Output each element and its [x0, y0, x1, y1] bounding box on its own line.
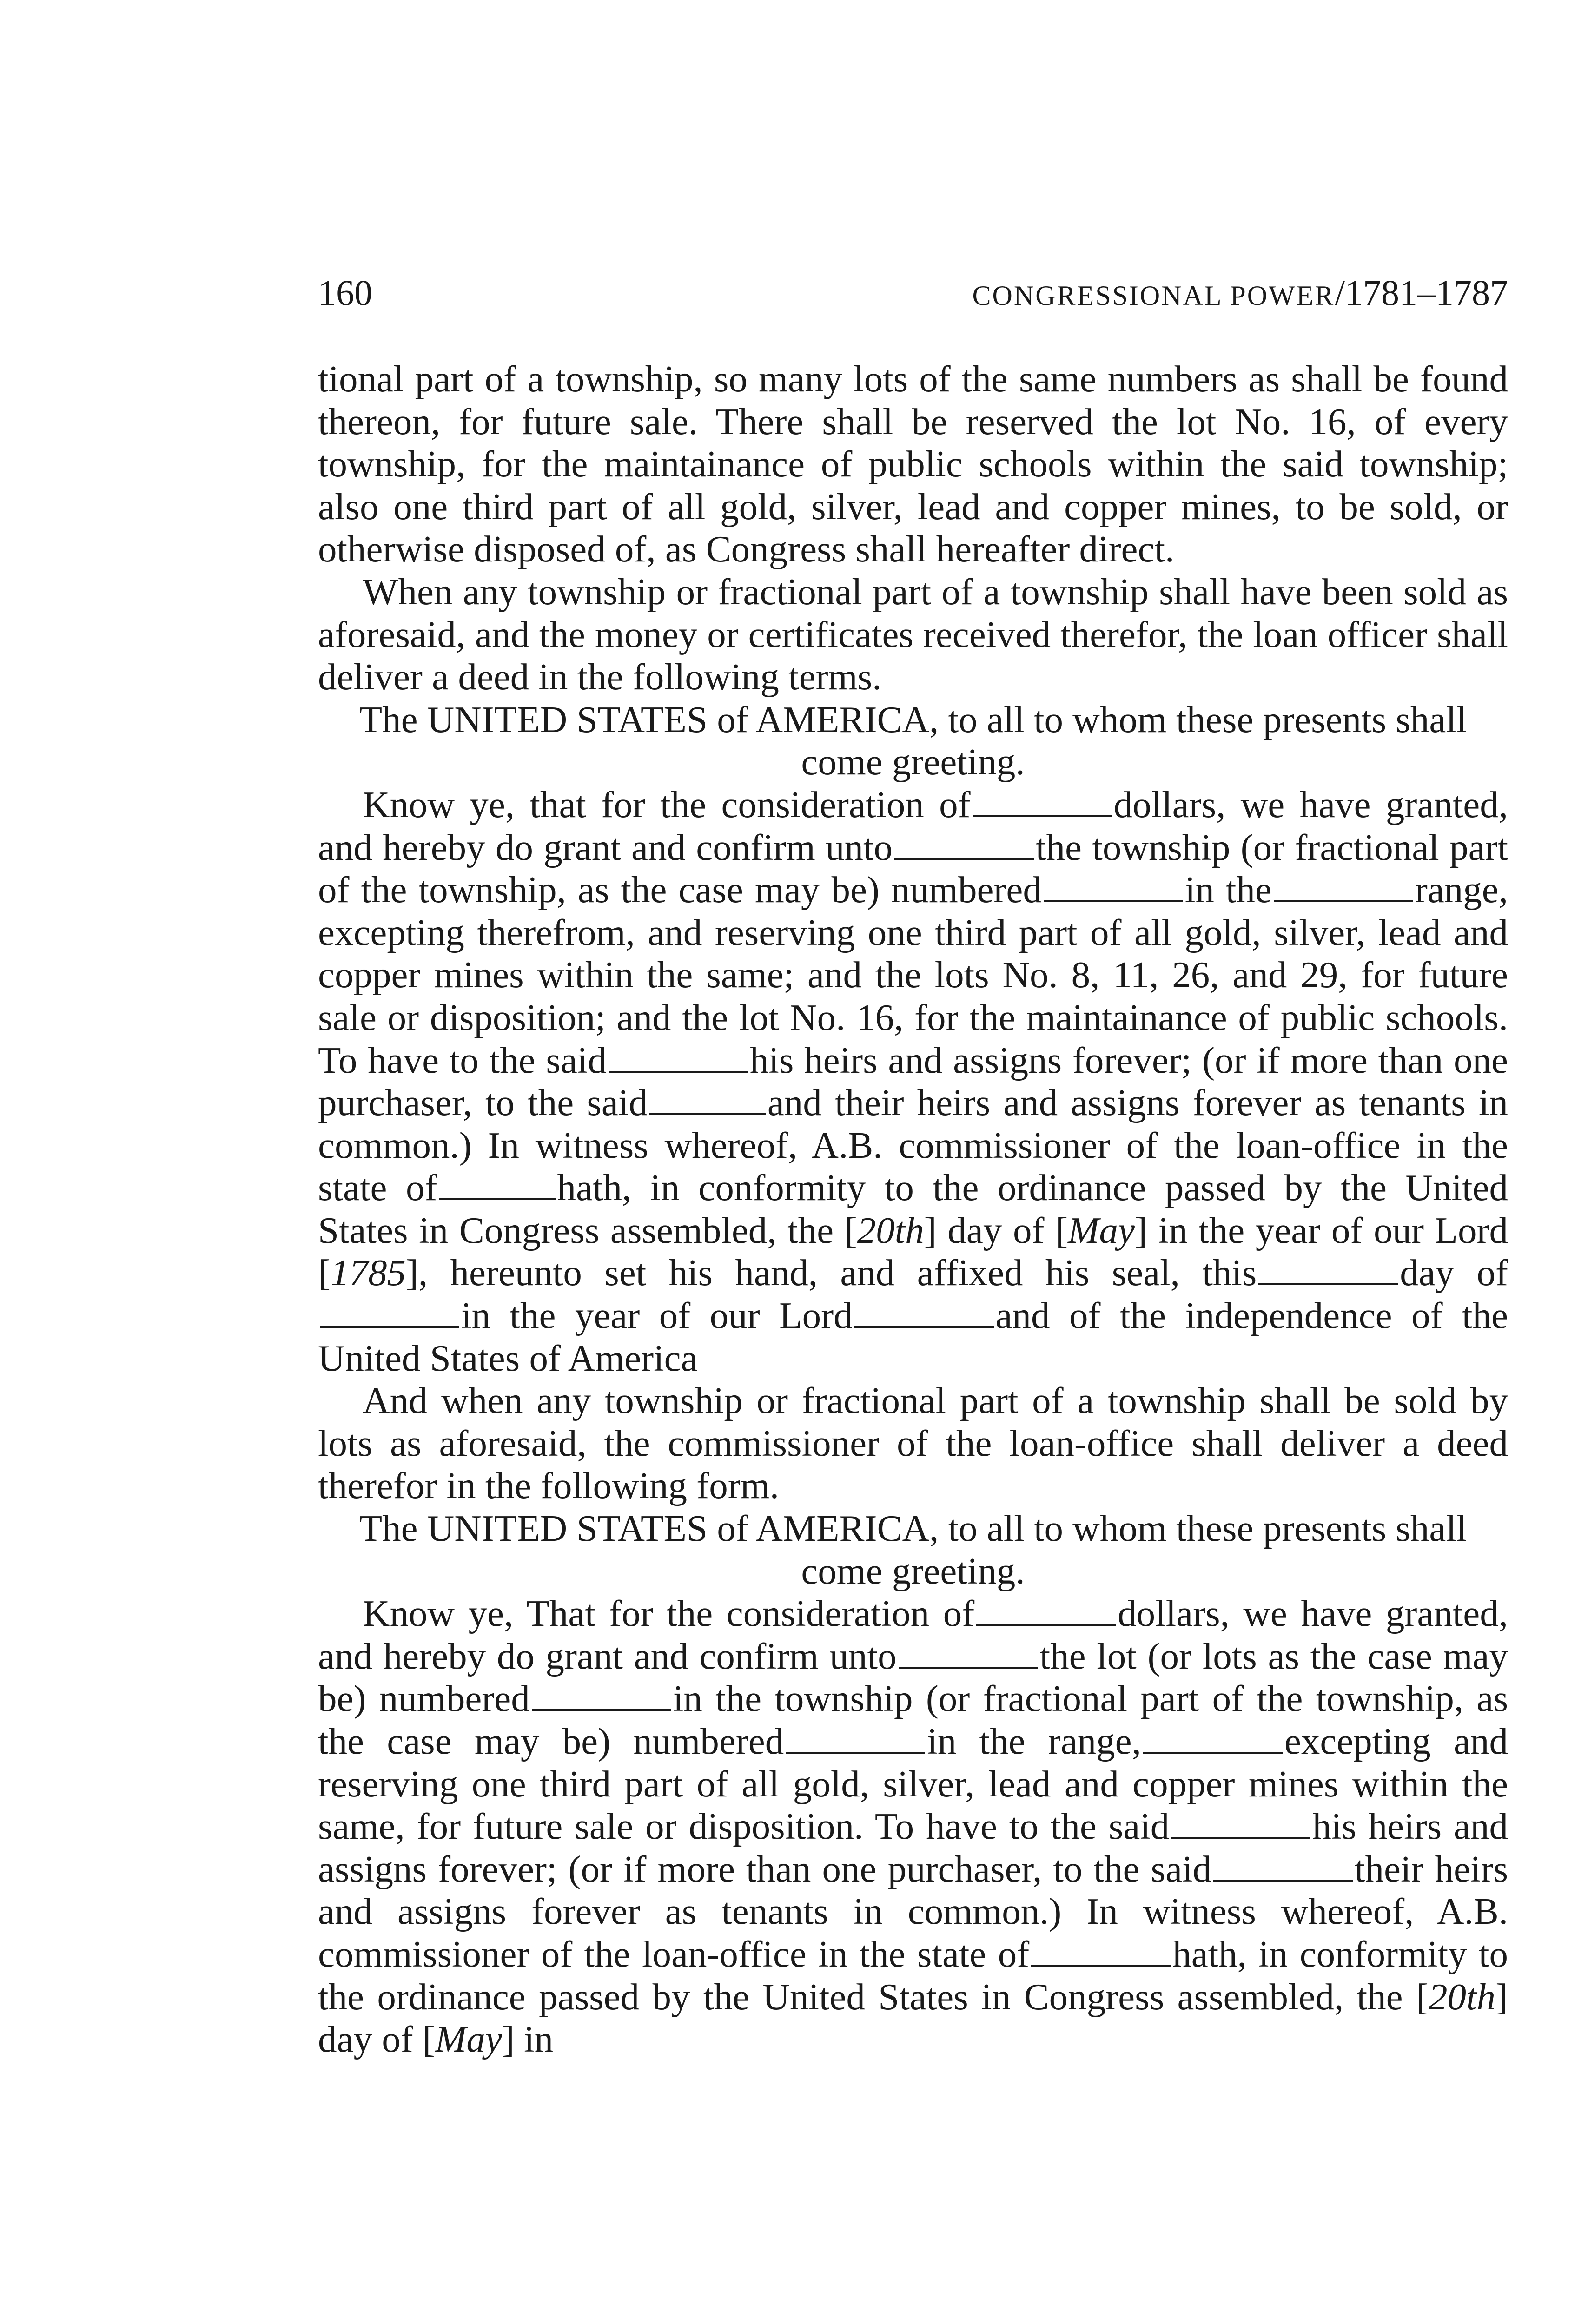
blank-line: [1171, 1809, 1310, 1839]
deed2-text-2: dollars, we have granted, and hereby do grant and confirm unto: [318, 1592, 1508, 1677]
blank-line: [973, 787, 1112, 817]
running-head-title: CONGRESSIONAL POWER: [972, 280, 1335, 311]
paragraph-deed-terms-intro: When any township or fractional part of a township shall have been sold as aforesaid, and the money or certificates received therefor, the loan officer shall deliver a deed in the following terms.: [318, 570, 1508, 698]
deed-form-township: [318, 784, 1508, 1380]
blank-line: [1143, 1724, 1283, 1754]
deed1-text-2: dollars, we have granted, and hereby do grant and confirm unto: [318, 783, 1508, 868]
page-body: [318, 358, 1508, 2061]
paragraph-lot-deed-intro: And when any township or fractional part of a township shall be sold by lots as aforesaid, the commissioner of the loan-office shall deliver a deed therefor in the following form.: [318, 1380, 1508, 1507]
deed2-text-10: ] day of [: [318, 1975, 1508, 2060]
page-number: 160: [318, 272, 372, 313]
blank-line: [320, 1298, 459, 1328]
deed1-date-year: 1785: [330, 1252, 406, 1294]
blank-line: [1044, 872, 1183, 902]
deed1-text-5: range, excepting therefrom, and reserving one third part of all gold, silver, lead and copper mines within the same; and the lots No. 8, 11, 26, and 29, for future sale or disposition; and the lot No. 16, for the maintainance of public schools. To have to the said: [318, 869, 1508, 1081]
blank-line: [609, 1043, 748, 1073]
blank-line: [899, 1639, 1038, 1669]
blank-line: [1274, 872, 1413, 902]
deed1-text-1: Know ye, that for the consideration of: [363, 783, 971, 825]
blank-line: [894, 830, 1034, 860]
deed2-text-4: in the township (or fractional part of the township, as the case may be) numbered: [318, 1677, 1509, 1762]
deed2-text-6: excepting and reserving one third part of all gold, silver, lead and copper mines within the same, for future sale or disposition. To have to the said: [318, 1720, 1508, 1848]
deed1-text-4: in the: [1184, 869, 1272, 911]
deed2-text-9: hath, in conformity to the ordinance passed by the United States in Congress assembled, the [: [318, 1933, 1508, 2018]
deed2-text-3: the lot (or lots as the case may be) numbered: [318, 1635, 1508, 1720]
deed1-text-7: and their heirs and assigns forever as tenants in common.) In witness whereof, A.B. commissioner of the loan-office in the state of: [318, 1082, 1508, 1209]
blank-line: [649, 1085, 766, 1115]
deed2-text-1: Know ye, That for the consideration of: [363, 1592, 975, 1635]
deed1-text-14: and of the independence of the United States of America: [318, 1294, 1508, 1379]
paragraph-continuation: tional part of a township, so many lots of the same numbers as shall be found thereon, for future sale. There shall be reserved the lot No. 16, of every township, for the maintainance of public schools within the said township; also one third part of all gold, silver, lead and copper mines, to be sold, or otherwise disposed of, as Congress shall hereafter direct.: [318, 358, 1508, 570]
blank-line: [1031, 1937, 1171, 1967]
deed-form-lots: [318, 1592, 1508, 2061]
page-header: [318, 270, 1508, 321]
running-head-years: /1781–1787: [1335, 272, 1508, 313]
deed1-text-9: ] day of [: [924, 1209, 1068, 1251]
blank-line: [854, 1298, 994, 1328]
blank-line: [439, 1170, 556, 1200]
deed-heading-lots: The UNITED STATES of AMERICA, to all to whom these presents shall come greeting.: [359, 1507, 1467, 1592]
deed2-text-7: his heirs and assigns forever; (or if more than one purchaser, to the said: [318, 1805, 1508, 1890]
deed1-text-6: his heirs and assigns forever; (or if more than one purchaser, to the said: [318, 1039, 1508, 1124]
blank-line: [1213, 1852, 1353, 1882]
blank-line: [786, 1724, 925, 1754]
blank-line: [1258, 1255, 1398, 1285]
deed1-text-13: in the year of our Lord: [461, 1294, 853, 1337]
deed2-text-8: their heirs and assigns forever as tenants in common.) In witness whereof, A.B. commissioner of the loan-office in the state of: [318, 1848, 1508, 1975]
deed2-date-month: May: [435, 2018, 502, 2060]
blank-line: [532, 1681, 671, 1711]
deed-heading-township: The UNITED STATES of AMERICA, to all to whom these presents shall come greeting.: [359, 698, 1467, 783]
deed2-date-day: 20th: [1429, 1975, 1496, 2018]
blank-line: [976, 1596, 1116, 1626]
deed1-text-8: hath, in conformity to the ordinance passed by the United States in Congress assembled, the [: [318, 1167, 1508, 1251]
deed1-date-month: May: [1068, 1209, 1135, 1251]
deed1-text-10: ] in the year of our Lord [: [318, 1209, 1508, 1294]
deed1-text-3: the township (or fractional part of the township, as the case may be) numbered: [318, 826, 1508, 911]
deed2-text-11: ] in: [502, 2018, 554, 2060]
deed1-date-day: 20th: [857, 1209, 924, 1251]
deed1-text-11: ], hereunto set his hand, and affixed his seal, this: [405, 1252, 1257, 1294]
deed2-text-5: in the range,: [927, 1720, 1141, 1762]
running-head: [973, 270, 1508, 319]
deed1-text-12: day of: [1400, 1252, 1508, 1294]
